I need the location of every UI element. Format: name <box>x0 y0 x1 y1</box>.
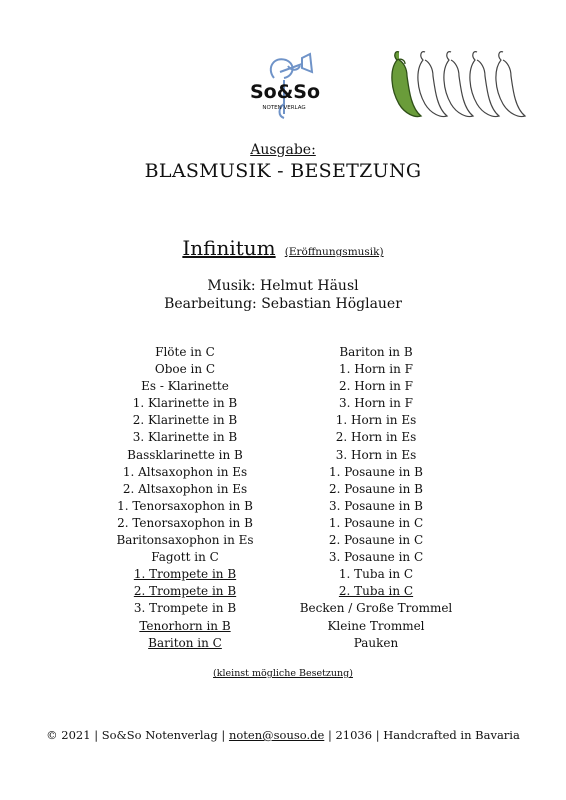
difficulty-rating <box>385 46 530 122</box>
instrument-item: Becken / Große Trommel <box>299 601 453 616</box>
instrument-item: 1. Horn in F <box>339 362 413 377</box>
piece-subtitle: (Eröffnungsmusik) <box>284 246 384 258</box>
footer-info: | 21036 | Handcrafted in Bavaria <box>324 728 520 742</box>
instrument-item: Bassklarinette in B <box>127 447 243 462</box>
instrument-item: 1. Tuba in C <box>338 567 414 582</box>
piece-heading <box>0 236 566 260</box>
chili-empty-icon <box>470 52 499 117</box>
instrument-item: Es - Klarinette <box>141 379 229 394</box>
instrument-item: 2. Horn in Es <box>335 430 417 445</box>
instrument-item: 3. Posaune in C <box>328 550 424 565</box>
instrument-item: 1. Posaune in C <box>328 515 424 530</box>
instrument-item: 1. Posaune in B <box>329 464 423 479</box>
instrument-item: 2. Tenorsaxophon in B <box>117 515 253 530</box>
instrument-item: 2. Altsaxophon in Es <box>122 481 248 496</box>
instrument-list-right <box>266 344 486 652</box>
instrument-item: 2. Klarinette in B <box>132 413 238 428</box>
edition-label: Ausgabe: <box>250 142 316 158</box>
soso-logo <box>244 48 324 124</box>
instrument-item: Baritonsaxophon in Es <box>116 533 254 548</box>
edition-title: BLASMUSIK - BESETZUNG <box>144 160 422 182</box>
instrument-item: 1. Tenorsaxophon in B <box>117 498 253 513</box>
instrument-item: Bariton in B <box>339 345 413 359</box>
logo-subtext: NOTEN VERLAG <box>262 105 306 111</box>
instrument-item: 2. Posaune in B <box>329 481 423 496</box>
instrument-item: Fagott in C <box>151 550 219 565</box>
footer-copyright: © 2021 | So&So Notenverlag | <box>46 728 229 742</box>
instrument-item: Kleine Trommel <box>327 618 425 633</box>
instrument-list-left <box>75 344 295 652</box>
chili-filled-icon <box>392 52 421 117</box>
instrument-item: Pauken <box>353 635 399 650</box>
arranger-credit: Bearbeitung: Sebastian Höglauer <box>164 296 402 312</box>
piece-title: Infinitum <box>182 236 276 260</box>
instrument-item: 3. Horn in Es <box>335 447 417 462</box>
logo-text: So&So <box>250 81 321 103</box>
chili-empty-icon <box>444 52 473 117</box>
instrument-item: Tenorhorn in B <box>139 618 231 633</box>
composer-credit: Musik: Helmut Häusl <box>207 278 359 294</box>
instrument-item: 2. Posaune in C <box>328 533 424 548</box>
instrument-item: 1. Horn in Es <box>335 413 417 428</box>
chili-empty-icon <box>418 52 447 117</box>
instrument-item: 2. Trompete in B <box>133 584 237 599</box>
instrument-item: 3. Trompete in B <box>133 601 237 616</box>
instrument-item: 3. Horn in F <box>339 396 413 411</box>
instrument-item: Bariton in C <box>148 635 222 650</box>
instrument-item: 3. Posaune in B <box>329 498 423 513</box>
instrument-item: 2. Horn in F <box>339 379 413 394</box>
instrument-item: Flöte in C <box>155 345 215 359</box>
footer <box>0 728 566 742</box>
instrument-item: 3. Klarinette in B <box>132 430 238 445</box>
instrument-item: 1. Altsaxophon in Es <box>122 464 248 479</box>
instrument-item: 2. Tuba in C <box>338 584 414 599</box>
chili-empty-icon <box>496 52 525 117</box>
minimum-instrumentation-note: (kleinst mögliche Besetzung) <box>213 668 353 679</box>
footer-email-link[interactable]: noten@souso.de <box>228 728 325 742</box>
instrument-item: 1. Trompete in B <box>133 567 237 582</box>
instrument-item: Oboe in C <box>154 362 216 377</box>
instrument-item: 1. Klarinette in B <box>132 396 238 411</box>
